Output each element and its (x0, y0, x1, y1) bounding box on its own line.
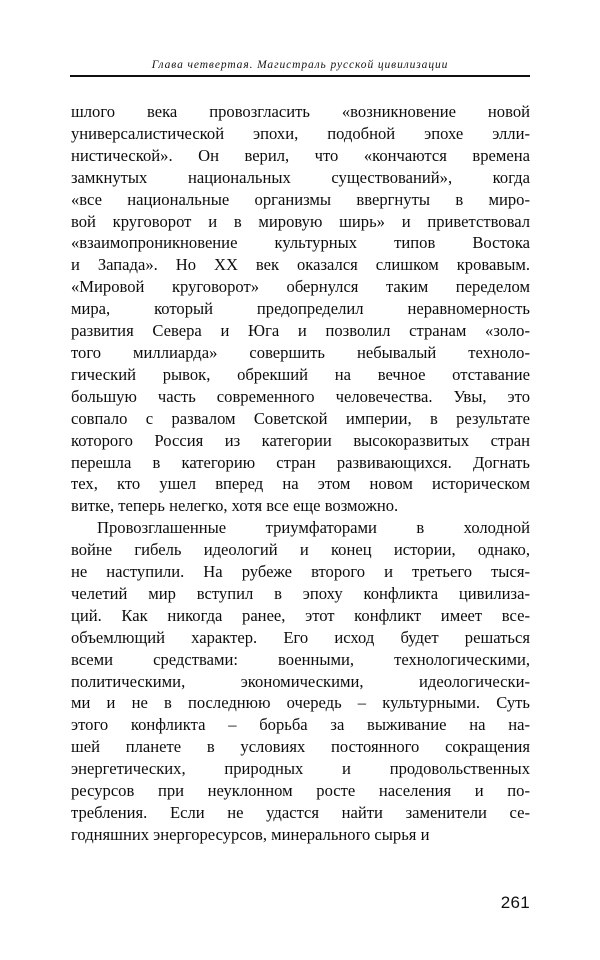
text-line: тех, кто ушел вперед на этом новом историческом (71, 474, 530, 494)
text-line: витке, теперь нелегко, хотя все еще возможно. (71, 496, 399, 516)
text-line: челетий мир вступил в эпоху конфликта цивилиза- (71, 583, 530, 603)
header-rule (70, 75, 530, 77)
text-line: шей планете в условиях постоянного сокращения (71, 737, 530, 757)
text-line: и Запада». Но XX век оказался слишком кровавым. (71, 255, 530, 275)
text-line: объемлющий характер. Его исход будет решаться (71, 627, 530, 647)
page-number: 261 (500, 893, 530, 912)
text-line: универсалистической эпохи, подобной эпохе элли- (71, 123, 530, 143)
text-line: политическими, экономическими, идеологически- (71, 671, 530, 691)
text-line: шлого века провозгласить «возникновение новой (71, 102, 530, 121)
text-line: «все национальные организмы ввергнуты в миро- (71, 189, 530, 209)
text-line: мира, который предопределил неравномерность (71, 299, 530, 319)
body-text (71, 101, 530, 846)
text-line: ций. Как никогда ранее, этот конфликт имеет все- (71, 605, 530, 625)
text-line: совпало с развалом Советской империи, в результате (71, 408, 530, 428)
text-line: перешла в категорию стран развивающихся. Догнать (71, 452, 530, 472)
text-line: «Мировой круговорот» обернулся таким переделом (71, 277, 530, 297)
text-line: большую часть современного человечества. Увы, это (71, 386, 530, 406)
text-line: всеми средствами: военными, технологическими, (71, 649, 530, 669)
running-header-title: Глава четвертая. Магистраль русской цивилизации (151, 59, 449, 71)
running-header (70, 58, 530, 77)
text-line: не наступили. На рубеже второго и третьего тыся- (71, 562, 530, 582)
text-line: годняшних энергоресурсов, минерального сырья и (71, 824, 430, 844)
text-line: требления. Если не удастся найти заменители се- (71, 803, 530, 822)
text-line: которого Россия из категории высокоразвитых стран (71, 430, 530, 450)
text-line: замкнутых национальных существований», когда (71, 167, 530, 187)
text-line: того миллиарда» совершить небывалый техноло- (71, 342, 530, 362)
text-line: нистической». Он верил, что «кончаются времена (71, 145, 530, 165)
text-line: этого конфликта – борьба за выживание на на- (71, 715, 530, 735)
paragraph-cold-war (71, 517, 530, 846)
paragraph-continued (71, 101, 530, 517)
text-line: ресурсов при неуклонном росте населения и по- (71, 781, 530, 801)
text-line: энергетических, природных и продовольственных (71, 759, 530, 779)
text-line: гический рывок, обрекший на вечное отставание (71, 364, 530, 384)
text-line: ми и не в последнюю очередь – культурными. Суть (71, 693, 530, 713)
text-line: Провозглашенные триумфаторами в холодной (97, 518, 530, 538)
text-line: войне гибель идеологий и конец истории, однако, (71, 540, 530, 560)
text-line: «взаимопроникновение культурных типов Востока (71, 233, 530, 253)
text-line: развития Севера и Юга и позволил странам «золо- (71, 321, 530, 341)
text-line: вой круговорот и в мировую ширь» и приветствовал (71, 211, 530, 231)
